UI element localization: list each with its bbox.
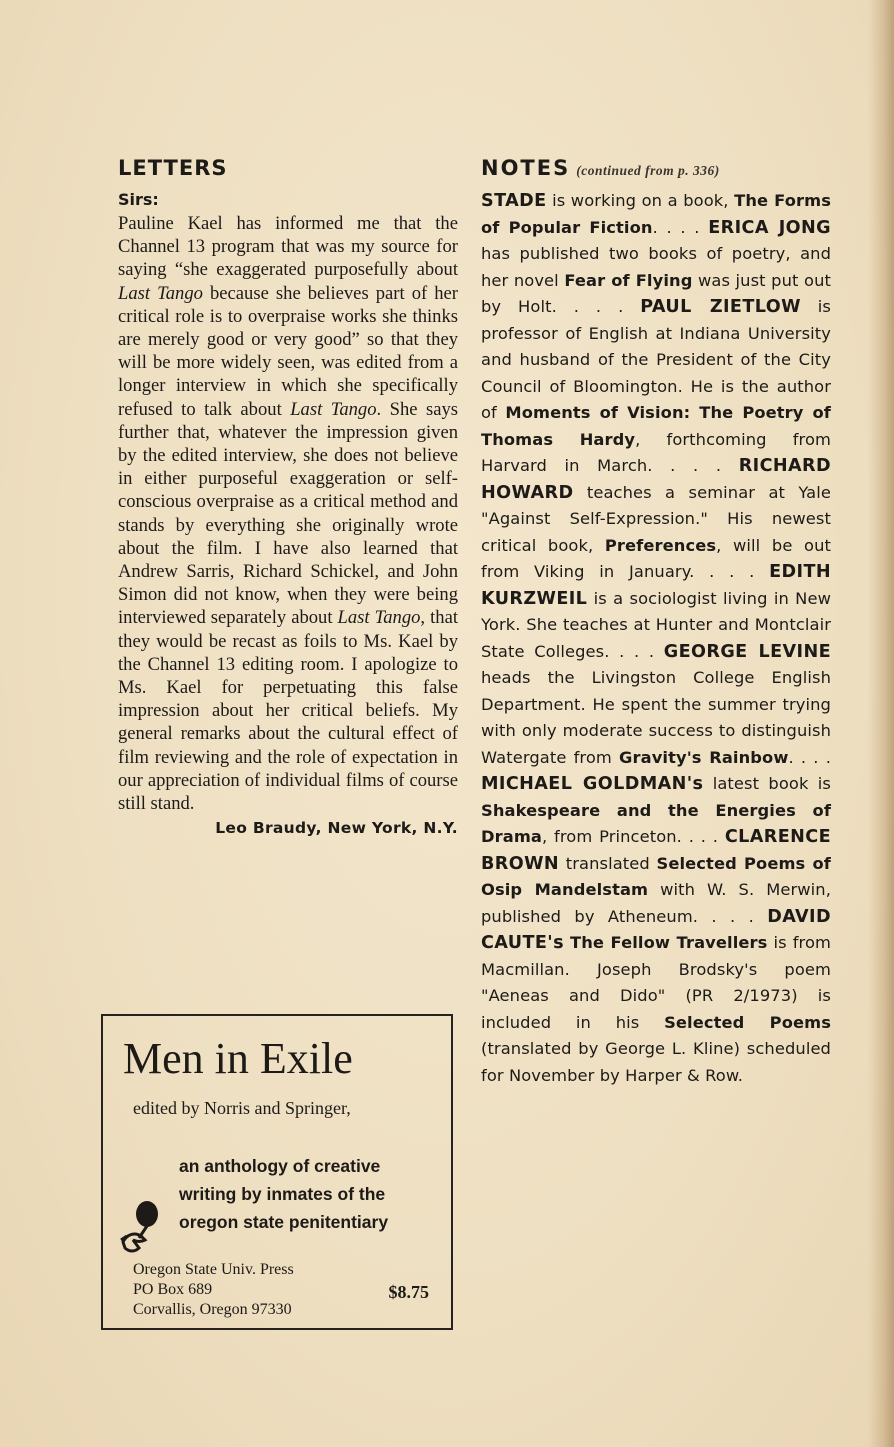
ad-blurb-line: oregon state penitentiary [179,1212,389,1232]
book-advertisement [101,1014,453,1330]
book-title: Selected Poems [664,1012,831,1032]
book-title: Gravity's Rainbow [619,747,789,767]
contributor-name: EDITH KURZWEIL [481,562,831,609]
note-text: is professor of English at Indiana University and husband of the President of the City Council of Bloomington. He is the author of [481,297,832,422]
letter-body [118,212,458,815]
contributor-name: MICHAEL GOLDMAN's [481,774,704,794]
ad-address-line: Oregon State Univ. Press [133,1261,294,1278]
contributor-name: ERICA JONG [708,217,832,238]
note-text: is a sociologist living in New York. She teaches at Hunter and Montclair State Colleges. . . . [481,588,831,661]
note-text: is working on a book, [546,191,735,210]
ad-address-line: PO Box 689 [133,1281,213,1298]
ad-blurb [179,1152,388,1236]
note-text: , forthcoming from Harvard in March. . . . [481,429,831,475]
film-title: Last Tango [290,398,377,420]
hand-holding-flower-icon [117,1196,167,1258]
book-title: Moments of Vision: The Poetry of Thomas Hardy [481,403,831,449]
notes-body [481,188,831,1089]
book-title: The Forms of Popular Fiction [481,191,831,237]
contributor-name: DAVID CAUTE's [481,906,831,953]
letter-signature: Leo Braudy, New York, N.Y. [215,819,458,838]
contributor-name: PAUL ZIETLOW [640,297,801,317]
notes-heading [481,150,831,188]
ad-address-line: Corvallis, Oregon 97330 [133,1301,292,1318]
contributor-name: STADE [481,191,547,211]
letters-salutation: Sirs: [118,190,159,209]
contributor-name: GEORGE LEVINE [663,641,831,662]
film-title: Last Tango [337,607,421,629]
note-text: translated [559,853,657,873]
ad-blurb-line: an anthology of creative [179,1156,381,1176]
book-title: The Fellow Travellers [569,933,768,952]
note-text: was just put out by Holt. . . . [481,270,831,316]
note-text: , will be out from Viking in January. . . . [481,535,831,581]
page-edge-shadow [868,0,894,1447]
ad-editors: edited by Norris and Springer, [133,1098,351,1118]
notes-column [481,150,831,1089]
note-text: . . . . [788,747,831,767]
ad-title: Men in Exile [123,1034,353,1083]
letters-heading: LETTERS [118,156,228,180]
note-text: latest book is [703,774,831,793]
book-title: Shakespeare and the Energies of Drama [481,800,831,846]
note-text: is from Macmillan. Joseph Brodsky's poem "Aeneas and Dido" (PR 2/1973) is included in his [481,933,832,1032]
note-text: teaches a seminar at Yale "Against Self-Expression." His newest critical book, [481,482,831,555]
letter-paragraph: Pauline Kael has informed me that the Channel 13 program that was my source for saying “she exaggerated purposefully about Last Tango because she believes part of her critical role is to overpraise works she thinks are merely good or very good” so that they will be more widely seen, was edited from a longer interview in which she specifically refused to talk about Last Tango. She says further that, whatever the impression given by the edited interview, she does not believe in either purposeful exaggeration or self-conscious overpraise as a critical method and stands by everything she originally wrote about the film. I have also learned that Andrew Sarris, Richard Schickel, and John Simon did not know, when they were being interviewed separately about Last Tango, that they would be recast as foils to Ms. Kael by the Channel 13 editing room. I apologize to Ms. Kael for perpetuating this false impression about her critical beliefs. My general remarks about the cultural effect of film reviewing and the role of expectation in our appreciation of individual films of course still stand. [118,213,459,815]
film-title: Last Tango [118,282,203,304]
contributor-name: RICHARD HOWARD [481,456,831,503]
note-text: , from Princeton. . . . [541,827,725,846]
note-text: with W. S. Merwin, published by Atheneum. . . . [481,880,831,926]
book-title: Selected Poems of Osip Mandelstam [481,853,831,899]
book-title: Preferences [604,535,717,555]
letters-column [118,150,458,841]
note-text: has published two books of poetry, and her novel [481,244,831,290]
book-title: Fear of Flying [564,270,693,290]
contributor-name: CLARENCE BROWN [481,827,831,874]
notes-heading-label: NOTES [481,156,571,180]
ad-publisher-address [133,1260,294,1320]
note-text: . . . . [652,217,709,237]
note-text: (translated by George L. Kline) scheduled for November by Harper & Row. [481,1039,831,1085]
ad-price: $8.75 [388,1282,429,1302]
notes-continued-label: (continued from p. 336) [576,163,720,178]
ad-blurb-line: writing by inmates of the [179,1184,386,1204]
note-text: heads the Livingston College English Department. He spent the summer trying with only moderate success to distinguish Watergate from [481,668,831,767]
